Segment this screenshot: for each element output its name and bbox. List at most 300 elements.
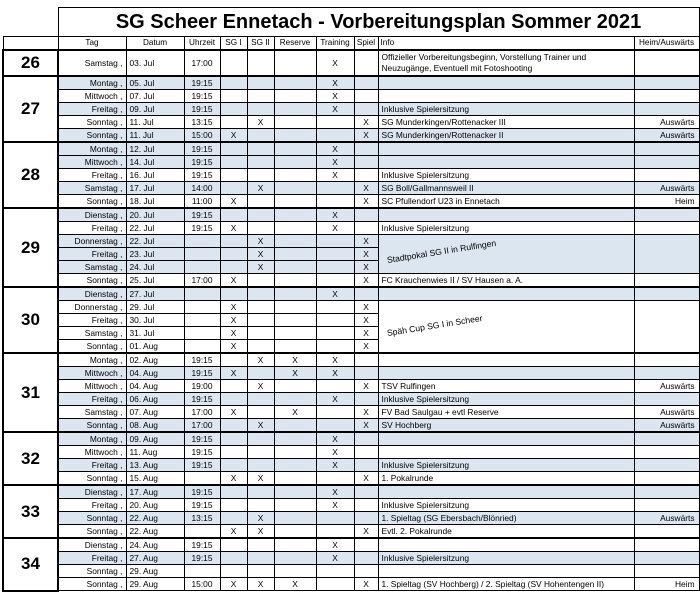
sg1-cell <box>220 169 247 182</box>
table-row <box>3 380 699 393</box>
table-row <box>3 195 699 209</box>
time-cell: 19:15 <box>184 222 220 235</box>
time-cell <box>184 327 220 340</box>
sg2-cell <box>247 301 274 314</box>
date-cell: 20. Jul <box>126 208 184 222</box>
header-info: Info <box>378 37 634 51</box>
sg1-cell: X <box>220 195 247 209</box>
info-cell <box>378 90 634 103</box>
table-row <box>3 222 699 235</box>
date-cell: 20. Aug <box>126 499 184 512</box>
home-away-cell: Auswärts <box>634 380 699 393</box>
spiel-cell <box>354 353 378 367</box>
sg2-cell <box>247 459 274 472</box>
sg2-cell: X <box>247 525 274 539</box>
date-cell: 09. Jul <box>126 103 184 116</box>
sg2-cell <box>247 552 274 565</box>
day-cell: Freitag , <box>58 248 126 261</box>
sg2-cell <box>247 432 274 446</box>
info-cell: Offizieller Vorbereitungsbeginn, Vorstellung Trainer und Neuzugänge, Eventuell mit Fotoshooting <box>378 50 634 76</box>
reserve-cell <box>274 208 316 222</box>
time-cell: 19:15 <box>184 446 220 459</box>
reserve-cell <box>274 459 316 472</box>
reserve-cell <box>274 90 316 103</box>
sg1-cell <box>220 76 247 90</box>
training-cell <box>316 235 354 248</box>
week-number: 30 <box>3 287 58 353</box>
date-cell: 22. Aug <box>126 512 184 525</box>
time-cell <box>184 301 220 314</box>
sg1-cell <box>220 419 247 433</box>
time-cell: 19:15 <box>184 485 220 499</box>
header-reserve: Reserve <box>274 37 316 51</box>
home-away-cell <box>634 156 699 169</box>
training-cell <box>316 116 354 129</box>
day-cell: Sonntag , <box>58 129 126 143</box>
reserve-cell <box>274 222 316 235</box>
reserve-cell: X <box>274 406 316 419</box>
sg1-cell: X <box>220 406 247 419</box>
week-number: 26 <box>3 50 58 76</box>
sg2-cell: X <box>247 261 274 274</box>
training-cell: X <box>316 552 354 565</box>
info-cell <box>378 367 634 380</box>
reserve-cell <box>274 525 316 539</box>
spiel-cell: X <box>354 419 378 433</box>
reserve-cell <box>274 142 316 156</box>
date-cell: 12. Jul <box>126 142 184 156</box>
day-cell: Dienstag , <box>58 485 126 499</box>
spiel-cell: X <box>354 472 378 486</box>
time-cell: 13:15 <box>184 116 220 129</box>
reserve-cell <box>274 552 316 565</box>
training-cell: X <box>316 156 354 169</box>
table-row <box>3 367 699 380</box>
day-cell: Freitag , <box>58 459 126 472</box>
day-cell: Montag , <box>58 76 126 90</box>
training-cell <box>316 512 354 525</box>
header-datum: Datum <box>126 37 184 51</box>
day-cell: Samstag , <box>58 50 126 76</box>
day-cell: Sonntag , <box>58 274 126 288</box>
date-cell: 17. Aug <box>126 485 184 499</box>
sg1-cell: X <box>220 340 247 354</box>
time-cell: 11:00 <box>184 195 220 209</box>
spiel-cell <box>354 538 378 552</box>
week-number: 28 <box>3 142 58 208</box>
home-away-cell <box>634 499 699 512</box>
reserve-cell <box>274 419 316 433</box>
reserve-cell <box>274 50 316 76</box>
info-cell <box>378 446 634 459</box>
home-away-cell: Auswärts <box>634 512 699 525</box>
spiel-cell <box>354 103 378 116</box>
sg2-cell <box>247 367 274 380</box>
sg2-cell <box>247 499 274 512</box>
spiel-cell <box>354 156 378 169</box>
time-cell: 17:00 <box>184 50 220 76</box>
home-away-cell <box>634 76 699 90</box>
date-cell: 11. Jul <box>126 116 184 129</box>
sg1-cell <box>220 261 247 274</box>
sg2-cell: X <box>247 353 274 367</box>
date-cell: 18. Jul <box>126 195 184 209</box>
date-cell: 04. Aug <box>126 367 184 380</box>
day-cell: Sonntag , <box>58 419 126 433</box>
table-row <box>3 446 699 459</box>
week-number: 31 <box>3 353 58 432</box>
table-row <box>3 90 699 103</box>
info-cell <box>378 432 634 446</box>
week-number: 33 <box>3 485 58 538</box>
reserve-cell <box>274 103 316 116</box>
day-cell: Freitag , <box>58 169 126 182</box>
sg2-cell: X <box>247 248 274 261</box>
sg1-cell <box>220 446 247 459</box>
date-cell: 08. Aug <box>126 419 184 433</box>
reserve-cell <box>274 512 316 525</box>
date-cell: 11. Aug <box>126 446 184 459</box>
sg2-cell <box>247 393 274 406</box>
tournament-label: Stadtpokal SG II in Rulfingen <box>385 237 497 265</box>
reserve-cell <box>274 446 316 459</box>
home-away-cell <box>634 301 699 354</box>
sg2-cell <box>247 340 274 354</box>
spiel-cell <box>354 446 378 459</box>
reserve-cell: X <box>274 353 316 367</box>
sg1-cell <box>220 432 247 446</box>
spiel-cell: X <box>354 248 378 261</box>
home-away-cell <box>634 446 699 459</box>
table-row <box>3 156 699 169</box>
spiel-cell <box>354 222 378 235</box>
time-cell: 19:00 <box>184 380 220 393</box>
info-cell <box>378 208 634 222</box>
sg2-cell: X <box>247 116 274 129</box>
time-cell: 19:15 <box>184 393 220 406</box>
date-cell: 11. Jul <box>126 129 184 143</box>
week-number: 27 <box>3 76 58 142</box>
home-away-cell: Auswärts <box>634 419 699 433</box>
home-away-cell: Auswärts <box>634 182 699 195</box>
date-cell: 07. Aug <box>126 406 184 419</box>
spiel-cell <box>354 287 378 301</box>
sg2-cell <box>247 565 274 578</box>
home-away-cell <box>634 552 699 565</box>
training-cell: X <box>316 90 354 103</box>
day-cell: Sonntag , <box>58 195 126 209</box>
sg1-cell <box>220 353 247 367</box>
time-cell <box>184 261 220 274</box>
spiel-cell <box>354 565 378 578</box>
reserve-cell: X <box>274 367 316 380</box>
day-cell: Mittwoch , <box>58 367 126 380</box>
spiel-cell: X <box>354 406 378 419</box>
table-row <box>3 301 699 314</box>
table-row <box>3 512 699 525</box>
spiel-cell: X <box>354 274 378 288</box>
time-cell: 19:15 <box>184 367 220 380</box>
training-cell: X <box>316 538 354 552</box>
sg1-cell <box>220 103 247 116</box>
week-number: 34 <box>3 538 58 591</box>
training-cell <box>316 340 354 354</box>
sg2-cell <box>247 222 274 235</box>
training-cell: X <box>316 142 354 156</box>
date-cell: 05. Jul <box>126 76 184 90</box>
info-cell <box>378 156 634 169</box>
day-cell: Montag , <box>58 353 126 367</box>
date-cell: 22. Aug <box>126 525 184 539</box>
training-cell <box>316 261 354 274</box>
info-cell: TSV Rulfingen <box>378 380 634 393</box>
sg2-cell: X <box>247 380 274 393</box>
table-row <box>3 116 699 129</box>
training-cell <box>316 406 354 419</box>
title-spacer <box>3 8 58 37</box>
spiel-cell <box>354 367 378 380</box>
time-cell: 19:15 <box>184 103 220 116</box>
sg1-cell: X <box>220 222 247 235</box>
table-row <box>3 538 699 552</box>
sg1-cell <box>220 538 247 552</box>
reserve-cell <box>274 248 316 261</box>
sg1-cell <box>220 50 247 76</box>
sg2-cell <box>247 76 274 90</box>
training-cell <box>316 472 354 486</box>
reserve-cell <box>274 261 316 274</box>
time-cell: 19:15 <box>184 499 220 512</box>
table-row <box>3 287 699 301</box>
date-cell: 25. Jul <box>126 274 184 288</box>
date-cell: 15. Aug <box>126 472 184 486</box>
info-cell: 1. Pokalrunde <box>378 472 634 486</box>
table-row <box>3 552 699 565</box>
home-away-cell <box>634 287 699 301</box>
day-cell: Sonntag , <box>58 525 126 539</box>
sg1-cell: X <box>220 367 247 380</box>
table-row <box>3 393 699 406</box>
reserve-cell <box>274 314 316 327</box>
training-cell: X <box>316 446 354 459</box>
sg2-cell: X <box>247 512 274 525</box>
date-cell: 01. Aug <box>126 340 184 354</box>
home-away-cell <box>634 472 699 486</box>
home-away-cell <box>634 235 699 274</box>
training-cell <box>316 578 354 591</box>
date-cell: 23. Jul <box>126 248 184 261</box>
sg2-cell <box>247 287 274 301</box>
home-away-cell <box>634 459 699 472</box>
date-cell: 09. Aug <box>126 432 184 446</box>
info-cell: Inklusive Spielersitzung <box>378 393 634 406</box>
training-cell: X <box>316 103 354 116</box>
training-cell <box>316 301 354 314</box>
sg1-cell <box>220 90 247 103</box>
sg2-cell <box>247 327 274 340</box>
table-row <box>3 419 699 433</box>
spiel-cell: X <box>354 235 378 248</box>
time-cell: 13:15 <box>184 512 220 525</box>
time-cell: 17:00 <box>184 406 220 419</box>
date-cell: 27. Aug <box>126 552 184 565</box>
home-away-cell: Heim <box>634 195 699 209</box>
training-cell: X <box>316 222 354 235</box>
reserve-cell <box>274 274 316 288</box>
table-row <box>3 525 699 539</box>
table-row <box>3 142 699 156</box>
day-cell: Dienstag , <box>58 287 126 301</box>
sg1-cell <box>220 565 247 578</box>
table-row <box>3 169 699 182</box>
home-away-cell: Auswärts <box>634 129 699 143</box>
spiel-cell: X <box>354 195 378 209</box>
training-cell: X <box>316 367 354 380</box>
table-row <box>3 432 699 446</box>
home-away-cell: Auswärts <box>634 116 699 129</box>
day-cell: Dienstag , <box>58 538 126 552</box>
reserve-cell <box>274 182 316 195</box>
day-cell: Mittwoch , <box>58 156 126 169</box>
reserve-cell <box>274 538 316 552</box>
time-cell: 19:15 <box>184 208 220 222</box>
home-away-cell <box>634 208 699 222</box>
day-cell: Freitag , <box>58 103 126 116</box>
sg1-cell: X <box>220 314 247 327</box>
training-cell: X <box>316 393 354 406</box>
table-row <box>3 103 699 116</box>
info-cell: Inklusive Spielersitzung <box>378 552 634 565</box>
info-cell <box>378 538 634 552</box>
training-cell <box>316 182 354 195</box>
info-cell <box>378 353 634 367</box>
date-cell: 04. Aug <box>126 380 184 393</box>
training-cell <box>316 274 354 288</box>
time-cell <box>184 287 220 301</box>
tournament-note <box>378 235 634 274</box>
home-away-cell <box>634 169 699 182</box>
date-cell: 17. Jul <box>126 182 184 195</box>
table-row <box>3 274 699 288</box>
reserve-cell <box>274 340 316 354</box>
date-cell: 29. Aug <box>126 565 184 578</box>
time-cell <box>184 235 220 248</box>
spiel-cell <box>354 432 378 446</box>
home-away-cell: Heim <box>634 578 699 591</box>
training-cell: X <box>316 485 354 499</box>
home-away-cell <box>634 432 699 446</box>
info-cell: Inklusive Spielersitzung <box>378 103 634 116</box>
sg2-cell: X <box>247 235 274 248</box>
sg1-cell: X <box>220 129 247 143</box>
table-row <box>3 50 699 76</box>
sg2-cell <box>247 90 274 103</box>
table-row <box>3 565 699 578</box>
training-cell <box>316 565 354 578</box>
date-cell: 13. Aug <box>126 459 184 472</box>
date-cell: 29. Jul <box>126 301 184 314</box>
tournament-label: Späh Cup SG I in Scheer <box>385 312 483 338</box>
home-away-cell <box>634 90 699 103</box>
week-number: 29 <box>3 208 58 287</box>
time-cell <box>184 565 220 578</box>
info-cell: 1. Spieltag (SG Ebersbach/Blönried) <box>378 512 634 525</box>
reserve-cell <box>274 301 316 314</box>
date-cell: 24. Aug <box>126 538 184 552</box>
sg1-cell <box>220 512 247 525</box>
table-row <box>3 499 699 512</box>
training-cell <box>316 314 354 327</box>
sg2-cell: X <box>247 472 274 486</box>
header-training: Training <box>316 37 354 51</box>
reserve-cell <box>274 116 316 129</box>
sg2-cell <box>247 156 274 169</box>
time-cell: 19:15 <box>184 552 220 565</box>
info-cell: SG Boll/Gallmannsweil II <box>378 182 634 195</box>
home-away-cell <box>634 142 699 156</box>
table-row <box>3 235 699 248</box>
day-cell: Donnerstag , <box>58 235 126 248</box>
date-cell: 16. Jul <box>126 169 184 182</box>
header-uhrzeit: Uhrzeit <box>184 37 220 51</box>
training-cell <box>316 129 354 143</box>
home-away-cell <box>634 50 699 76</box>
day-cell: Samstag , <box>58 406 126 419</box>
sg2-cell <box>247 538 274 552</box>
day-cell: Montag , <box>58 142 126 156</box>
table-row <box>3 208 699 222</box>
info-cell: 1. Spieltag (SV Hochberg) / 2. Spieltag (SV Hohentengen II) <box>378 578 634 591</box>
sg1-cell <box>220 393 247 406</box>
day-cell: Freitag , <box>58 393 126 406</box>
reserve-cell <box>274 432 316 446</box>
info-cell <box>378 485 634 499</box>
sg2-cell <box>247 169 274 182</box>
day-cell: Samstag , <box>58 327 126 340</box>
table-row <box>3 578 699 591</box>
day-cell: Mittwoch , <box>58 380 126 393</box>
spiel-cell <box>354 169 378 182</box>
date-cell: 27. Jul <box>126 287 184 301</box>
reserve-cell <box>274 169 316 182</box>
sg1-cell <box>220 552 247 565</box>
day-cell: Sonntag , <box>58 116 126 129</box>
training-cell: X <box>316 499 354 512</box>
time-cell <box>184 525 220 539</box>
time-cell: 19:15 <box>184 142 220 156</box>
home-away-cell: Auswärts <box>634 406 699 419</box>
day-cell: Mittwoch , <box>58 90 126 103</box>
home-away-cell <box>634 367 699 380</box>
time-cell: 19:15 <box>184 156 220 169</box>
table-row <box>3 459 699 472</box>
reserve-cell <box>274 565 316 578</box>
sg2-cell <box>247 103 274 116</box>
header-week <box>3 37 58 51</box>
time-cell: 19:15 <box>184 353 220 367</box>
time-cell: 17:00 <box>184 274 220 288</box>
sg2-cell <box>247 142 274 156</box>
info-cell <box>378 287 634 301</box>
day-cell: Freitag , <box>58 314 126 327</box>
time-cell: 15:00 <box>184 129 220 143</box>
sg1-cell <box>220 156 247 169</box>
spiel-cell: X <box>354 261 378 274</box>
info-cell: FV Bad Saulgau + evtl Reserve <box>378 406 634 419</box>
sg1-cell <box>220 142 247 156</box>
spiel-cell <box>354 50 378 76</box>
spiel-cell <box>354 512 378 525</box>
